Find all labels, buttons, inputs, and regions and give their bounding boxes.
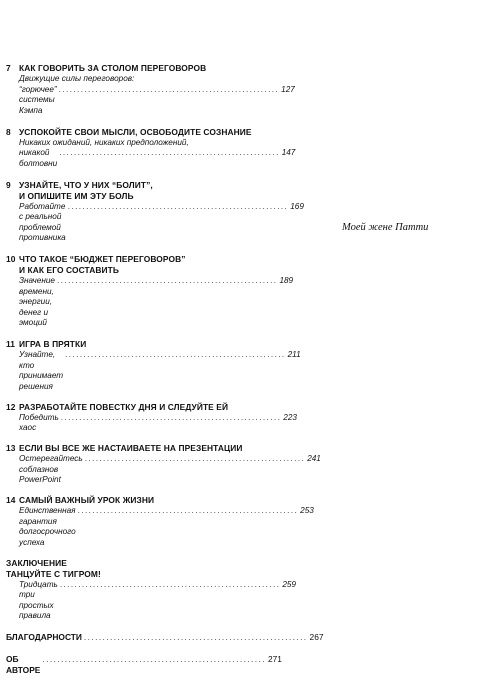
chapter-subtitle: Работайте с реальной проблемой противника [19, 201, 66, 242]
about-author-label: ОБ АВТОРЕ [6, 653, 41, 675]
page-number: 241 [307, 454, 321, 463]
chapter-title: И ОПИШИТЕ ИМ ЭТУ БОЛЬ [19, 190, 134, 201]
page-number: 253 [300, 506, 314, 515]
chapter-number: 14 [6, 495, 16, 505]
toc-entry-chapter-7 [6, 63, 295, 116]
dedication: Моей жене Патти [342, 222, 429, 233]
dot-leader: ............................................................ [42, 653, 266, 664]
toc-entry-chapter-13 [6, 443, 321, 486]
chapter-subtitle: “горючее” системы Кэмпа [19, 84, 57, 115]
toc-entry-chapter-8 [6, 126, 296, 170]
dot-leader: ............................................................ [58, 84, 280, 94]
dot-leader: ............................................................ [67, 201, 289, 211]
toc-entry-chapter-11 [6, 339, 301, 392]
dot-leader: ............................................................ [56, 276, 278, 285]
page-number: 271 [267, 653, 282, 664]
page-number: 147 [281, 148, 296, 157]
dot-leader: ............................................................ [77, 506, 299, 515]
chapter-title: УЗНАЙТЕ, ЧТО У НИХ “БОЛИТ”, [19, 179, 153, 190]
page-number: 127 [281, 84, 295, 94]
chapter-number: 12 [6, 401, 16, 412]
toc-entry-conclusion [6, 557, 296, 622]
chapter-subtitle: никакой болтовни [19, 148, 58, 168]
conclusion-subtitle: Тридцать три простых правила [19, 579, 58, 620]
chapter-title: ЧТО ТАКОЕ “БЮДЖЕТ ПЕРЕГОВОРОВ” [19, 254, 186, 264]
page-number: 259 [282, 579, 296, 589]
chapter-title: САМЫЙ ВАЖНЫЙ УРОК ЖИЗНИ [19, 495, 155, 505]
conclusion-label: ЗАКЛЮЧЕНИЕ [6, 557, 67, 568]
toc-entry-chapter-9 [6, 179, 304, 244]
toc-entry-chapter-10 [6, 254, 294, 329]
page-number: 189 [279, 276, 294, 285]
page-number: 267 [309, 632, 324, 642]
chapter-subtitle: Никаких ожиданий, никаких предположений, [19, 137, 189, 147]
acknowledgements-label: БЛАГОДАРНОСТИ [6, 632, 82, 642]
toc-entry-acknowledgements [6, 632, 324, 643]
page-number: 169 [290, 201, 304, 211]
chapter-number: 7 [6, 63, 11, 73]
chapter-title: РАЗРАБОТАЙТЕ ПОВЕСТКУ ДНЯ И СЛЕДУЙТЕ ЕЙ [19, 401, 229, 412]
dot-leader: ............................................................ [65, 350, 286, 359]
toc-entry-chapter-12 [6, 401, 297, 434]
chapter-number: 10 [6, 254, 16, 264]
chapter-subtitle: Узнайте, кто принимает решения [19, 350, 64, 391]
table-of-contents [6, 63, 324, 685]
page-number: 211 [287, 350, 301, 359]
dot-leader: ............................................................ [83, 632, 308, 642]
chapter-number: 13 [6, 443, 16, 453]
chapter-subtitle: Остерегайтесь соблазнов PowerPoint [19, 454, 83, 484]
chapter-subtitle: Единственная гарантия долгосрочного успеха [19, 506, 76, 547]
chapter-number: 8 [6, 126, 11, 137]
toc-entry-about-author [6, 653, 282, 676]
toc-entry-chapter-14 [6, 495, 314, 548]
chapter-title: УСПОКОЙТЕ СВОИ МЫСЛИ, ОСВОБОДИТЕ СОЗНАНИЕ [19, 126, 252, 137]
chapter-title: ИГРА В ПРЯТКИ [19, 339, 87, 349]
page-number: 223 [283, 412, 297, 422]
dot-leader: ............................................................ [84, 454, 306, 463]
chapter-title: КАК ГОВОРИТЬ ЗА СТОЛОМ ПЕРЕГОВОРОВ [19, 63, 207, 73]
conclusion-title: ТАНЦУЙТЕ С ТИГРОМ! [6, 568, 101, 579]
chapter-number: 11 [6, 339, 16, 349]
chapter-number: 9 [6, 179, 11, 190]
dot-leader: ............................................................ [59, 579, 281, 589]
dot-leader: ............................................................ [59, 148, 280, 157]
dot-leader: ............................................................ [60, 412, 282, 422]
chapter-subtitle: Победить хаос [19, 412, 59, 432]
chapter-title: И КАК ЕГО СОСТАВИТЬ [19, 265, 119, 275]
chapter-subtitle: Движущие силы переговоров: [19, 74, 135, 83]
chapter-title: ЕСЛИ ВЫ ВСЕ ЖЕ НАСТАИВАЕТЕ НА ПРЕЗЕНТАЦИИ [19, 443, 243, 453]
chapter-subtitle: Значение времени, энергии, денег и эмоций [19, 276, 55, 327]
